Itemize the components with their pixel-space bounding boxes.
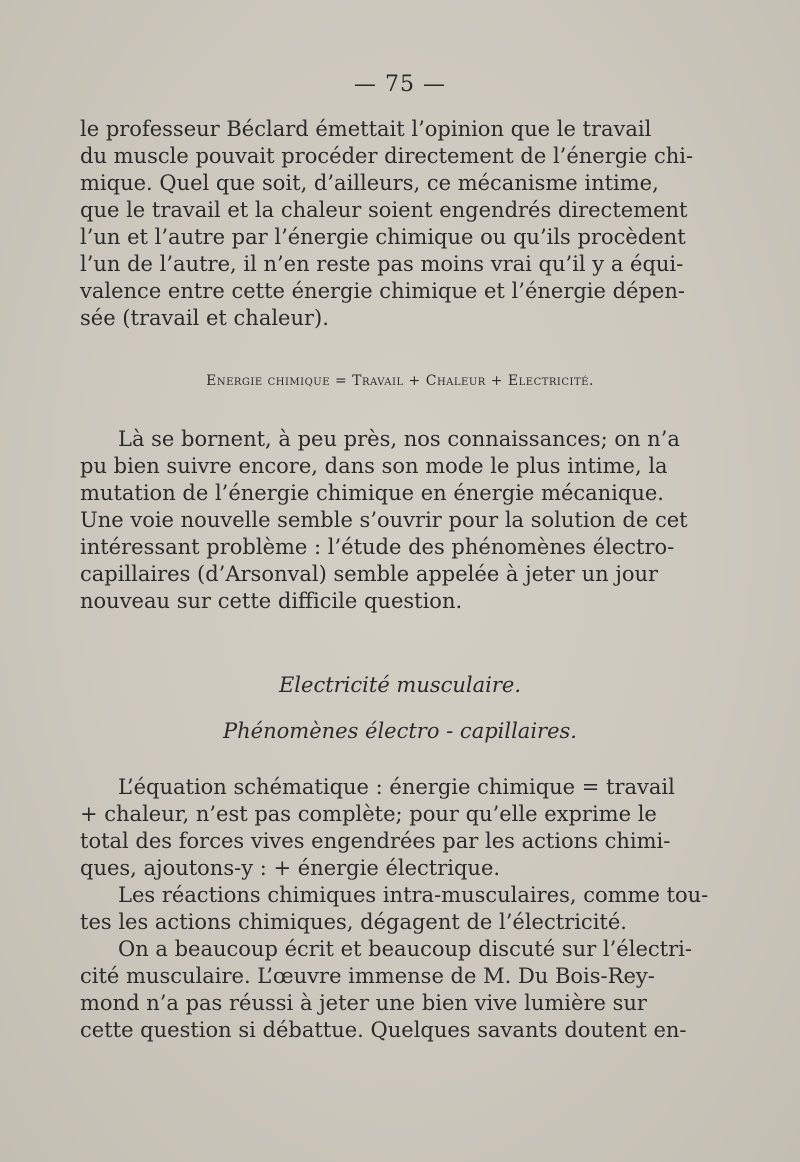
text-line: Une voie nouvelle semble s’ouvrir pour la solution de cet [80,508,688,532]
text-line: du muscle pouvait procéder directement de l’énergie chi- [80,144,694,168]
text-line: Là se bornent, à peu près, nos connaissances; on n’a [118,427,680,451]
text-line: pu bien suivre encore, dans son mode le plus intime, la [80,454,668,478]
text-line: tes les actions chimiques, dégagent de l’électricité. [80,910,627,934]
text-line: mutation de l’énergie chimique en énergie mécanique. [80,481,664,505]
paragraph-1 [80,116,694,332]
text-line: l’un et l’autre par l’énergie chimique ou qu’ils procèdent [80,225,686,249]
text-line: mond n’a pas réussi à jeter une bien vive lumière sur [80,991,647,1015]
text-line: intéressant problème : l’étude des phénomènes électro- [80,535,675,559]
subsection-heading: Phénomènes électro - capillaires. [223,719,577,743]
text-line: capillaires (d’Arsonval) semble appelée à jeter un jour [80,562,659,586]
text-line: total des forces vives engendrées par les actions chimi- [80,829,671,853]
text-line: Les réactions chimiques intra-musculaires, comme tou- [118,883,709,907]
text-line: que le travail et la chaleur soient engendrés directement [80,198,688,222]
text-line: cette question si débattue. Quelques savants doutent en- [80,1018,687,1042]
section-heading: Electricité musculaire. [278,673,522,697]
text-line: valence entre cette énergie chimique et l’énergie dépen- [80,279,685,303]
page-number: — 75 — [354,72,446,97]
energy-equation: Energie chimique = Travail + Chaleur + Electricité. [206,373,594,389]
text-line: mique. Quel que soit, d’ailleurs, ce mécanisme intime, [80,171,659,195]
text-line: ques, ajoutons-y : + énergie électrique. [80,856,501,880]
paragraph-2 [80,426,688,615]
text-line: l’un de l’autre, il n’en reste pas moins vrai qu’il y a équi- [80,252,684,276]
text-line: sée (travail et chaleur). [80,306,329,330]
paragraph-5 [80,936,692,1044]
paragraph-4 [80,882,709,936]
text-line: nouveau sur cette difficile question. [80,589,463,613]
paragraph-3 [80,774,675,882]
text-line: cité musculaire. L’œuvre immense de M. Du Bois-Rey- [80,964,655,988]
text-line: On a beaucoup écrit et beaucoup discuté sur l’électri- [118,937,692,961]
text-line: L’équation schématique : énergie chimique = travail [118,775,675,799]
text-line: le professeur Béclard émettait l’opinion que le travail [80,117,652,141]
text-line: + chaleur, n’est pas complète; pour qu’elle exprime le [80,802,657,826]
